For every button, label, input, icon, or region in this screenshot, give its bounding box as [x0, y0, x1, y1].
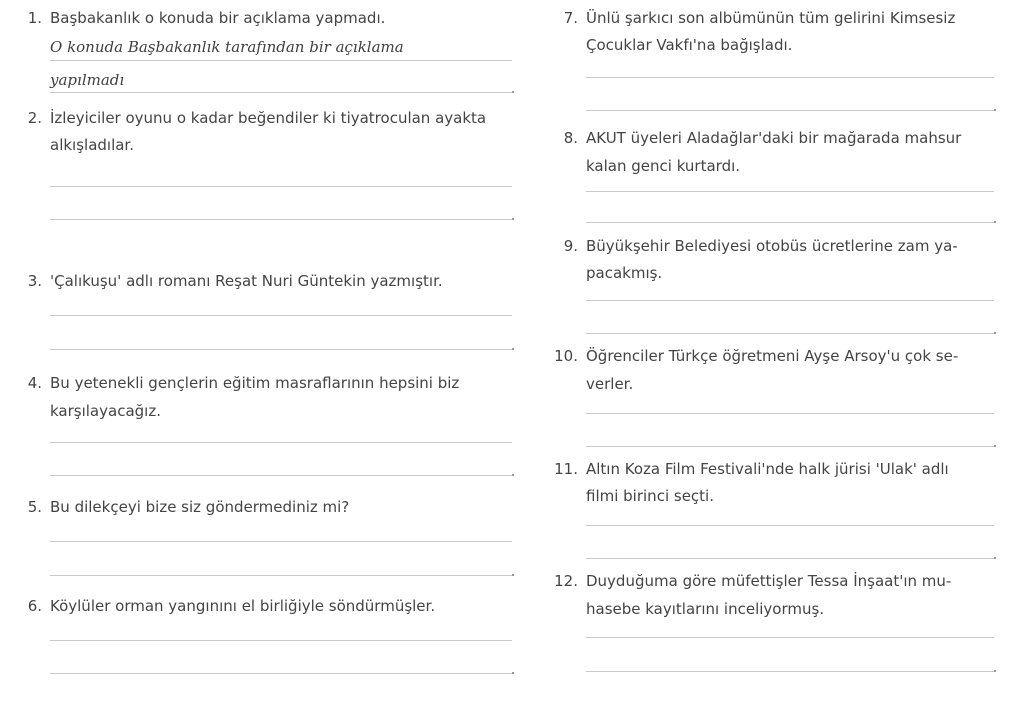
item-number: 5. — [27, 498, 42, 516]
item-sentence-line: 'Çalıkuşu' adlı romanı Reşat Nuri Güntekin yazmıştır. — [50, 272, 443, 290]
answer-line[interactable] — [50, 315, 512, 316]
answer-line[interactable] — [586, 191, 994, 192]
item-sentence-line: hasebe kayıtlarını inceliyormuş. — [586, 600, 825, 618]
answer-line[interactable] — [586, 110, 994, 111]
answer-line[interactable] — [586, 77, 994, 78]
line-end-dot — [994, 332, 996, 334]
item-sentence-line: Öğrenciler Türkçe öğretmeni Ayşe Arsoy'u çok se- — [586, 347, 959, 365]
answer-line-text: O konuda Başbakanlık tarafından bir açıklama — [50, 38, 404, 56]
answer-line[interactable] — [586, 300, 994, 301]
item-number: 11. — [554, 460, 578, 478]
item-number: 1. — [27, 9, 42, 27]
answer-line[interactable] — [50, 442, 512, 443]
line-end-dot — [512, 348, 514, 350]
item-sentence-line: Duyduğuma göre müfettişler Tessa İnşaat'ın mu- — [586, 572, 952, 590]
item-number: 10. — [554, 347, 578, 365]
line-end-dot — [512, 91, 514, 93]
line-end-dot — [994, 445, 996, 447]
answer-line[interactable] — [50, 640, 512, 641]
answer-line[interactable] — [50, 219, 512, 220]
item-number: 6. — [27, 597, 42, 615]
item-sentence-line: İzleyiciler oyunu o kadar beğendiler ki tiyatroculan ayakta — [50, 109, 487, 127]
answer-line-text: yapılmadı — [50, 71, 125, 89]
item-sentence-line: alkışladılar. — [50, 136, 134, 154]
item-number: 3. — [27, 272, 42, 290]
line-end-dot — [512, 574, 514, 576]
answer-line[interactable] — [50, 475, 512, 476]
answer-line[interactable] — [50, 349, 512, 350]
answer-line[interactable] — [50, 60, 512, 61]
answer-line[interactable] — [586, 525, 994, 526]
item-sentence-line: verler. — [586, 375, 634, 393]
item-sentence-line: Köylüler orman yangınını el birliğiyle söndürmüşler. — [50, 597, 436, 615]
item-sentence-line: Altın Koza Film Festivali'nde halk jürisi 'Ulak' adlı — [586, 460, 949, 478]
item-number: 7. — [563, 9, 578, 27]
line-end-dot — [512, 218, 514, 220]
answer-line[interactable] — [586, 671, 994, 672]
item-sentence-line: AKUT üyeleri Aladağlar'daki bir mağarada mahsur — [586, 129, 962, 147]
item-sentence-line: Başbakanlık o konuda bir açıklama yapmadı. — [50, 9, 386, 27]
answer-line[interactable] — [50, 541, 512, 542]
answer-line[interactable] — [50, 673, 512, 674]
line-end-dot — [994, 557, 996, 559]
item-sentence-line: karşılayacağız. — [50, 402, 161, 420]
answer-line[interactable] — [50, 92, 512, 93]
answer-line[interactable] — [586, 333, 994, 334]
item-sentence-line: Ünlü şarkıcı son albümünün tüm gelirini Kimsesiz — [586, 9, 956, 27]
item-sentence-line: Çocuklar Vakfı'na bağışladı. — [586, 36, 793, 54]
item-number: 9. — [563, 237, 578, 255]
answer-line[interactable] — [586, 446, 994, 447]
answer-line[interactable] — [50, 186, 512, 187]
line-end-dot — [994, 670, 996, 672]
answer-line[interactable] — [586, 637, 994, 638]
answer-line[interactable] — [586, 222, 994, 223]
item-sentence-line: Bu dilekçeyi bize siz göndermediniz mi? — [50, 498, 350, 516]
item-sentence-line: filmi birinci seçti. — [586, 487, 714, 505]
line-end-dot — [994, 109, 996, 111]
answer-line[interactable] — [586, 413, 994, 414]
item-number: 4. — [27, 374, 42, 392]
line-end-dot — [994, 221, 996, 223]
item-sentence-line: kalan genci kurtardı. — [586, 157, 741, 175]
item-sentence-line: Büyükşehir Belediyesi otobüs ücretlerine zam ya- — [586, 237, 958, 255]
item-number: 8. — [563, 129, 578, 147]
item-sentence-line: Bu yetenekli gençlerin eğitim masraflarının hepsini biz — [50, 374, 460, 392]
item-sentence-line: pacakmış. — [586, 264, 663, 282]
line-end-dot — [512, 474, 514, 476]
answer-line[interactable] — [586, 558, 994, 559]
item-number: 12. — [554, 572, 578, 590]
answer-line[interactable] — [50, 575, 512, 576]
item-number: 2. — [27, 109, 42, 127]
line-end-dot — [512, 672, 514, 674]
